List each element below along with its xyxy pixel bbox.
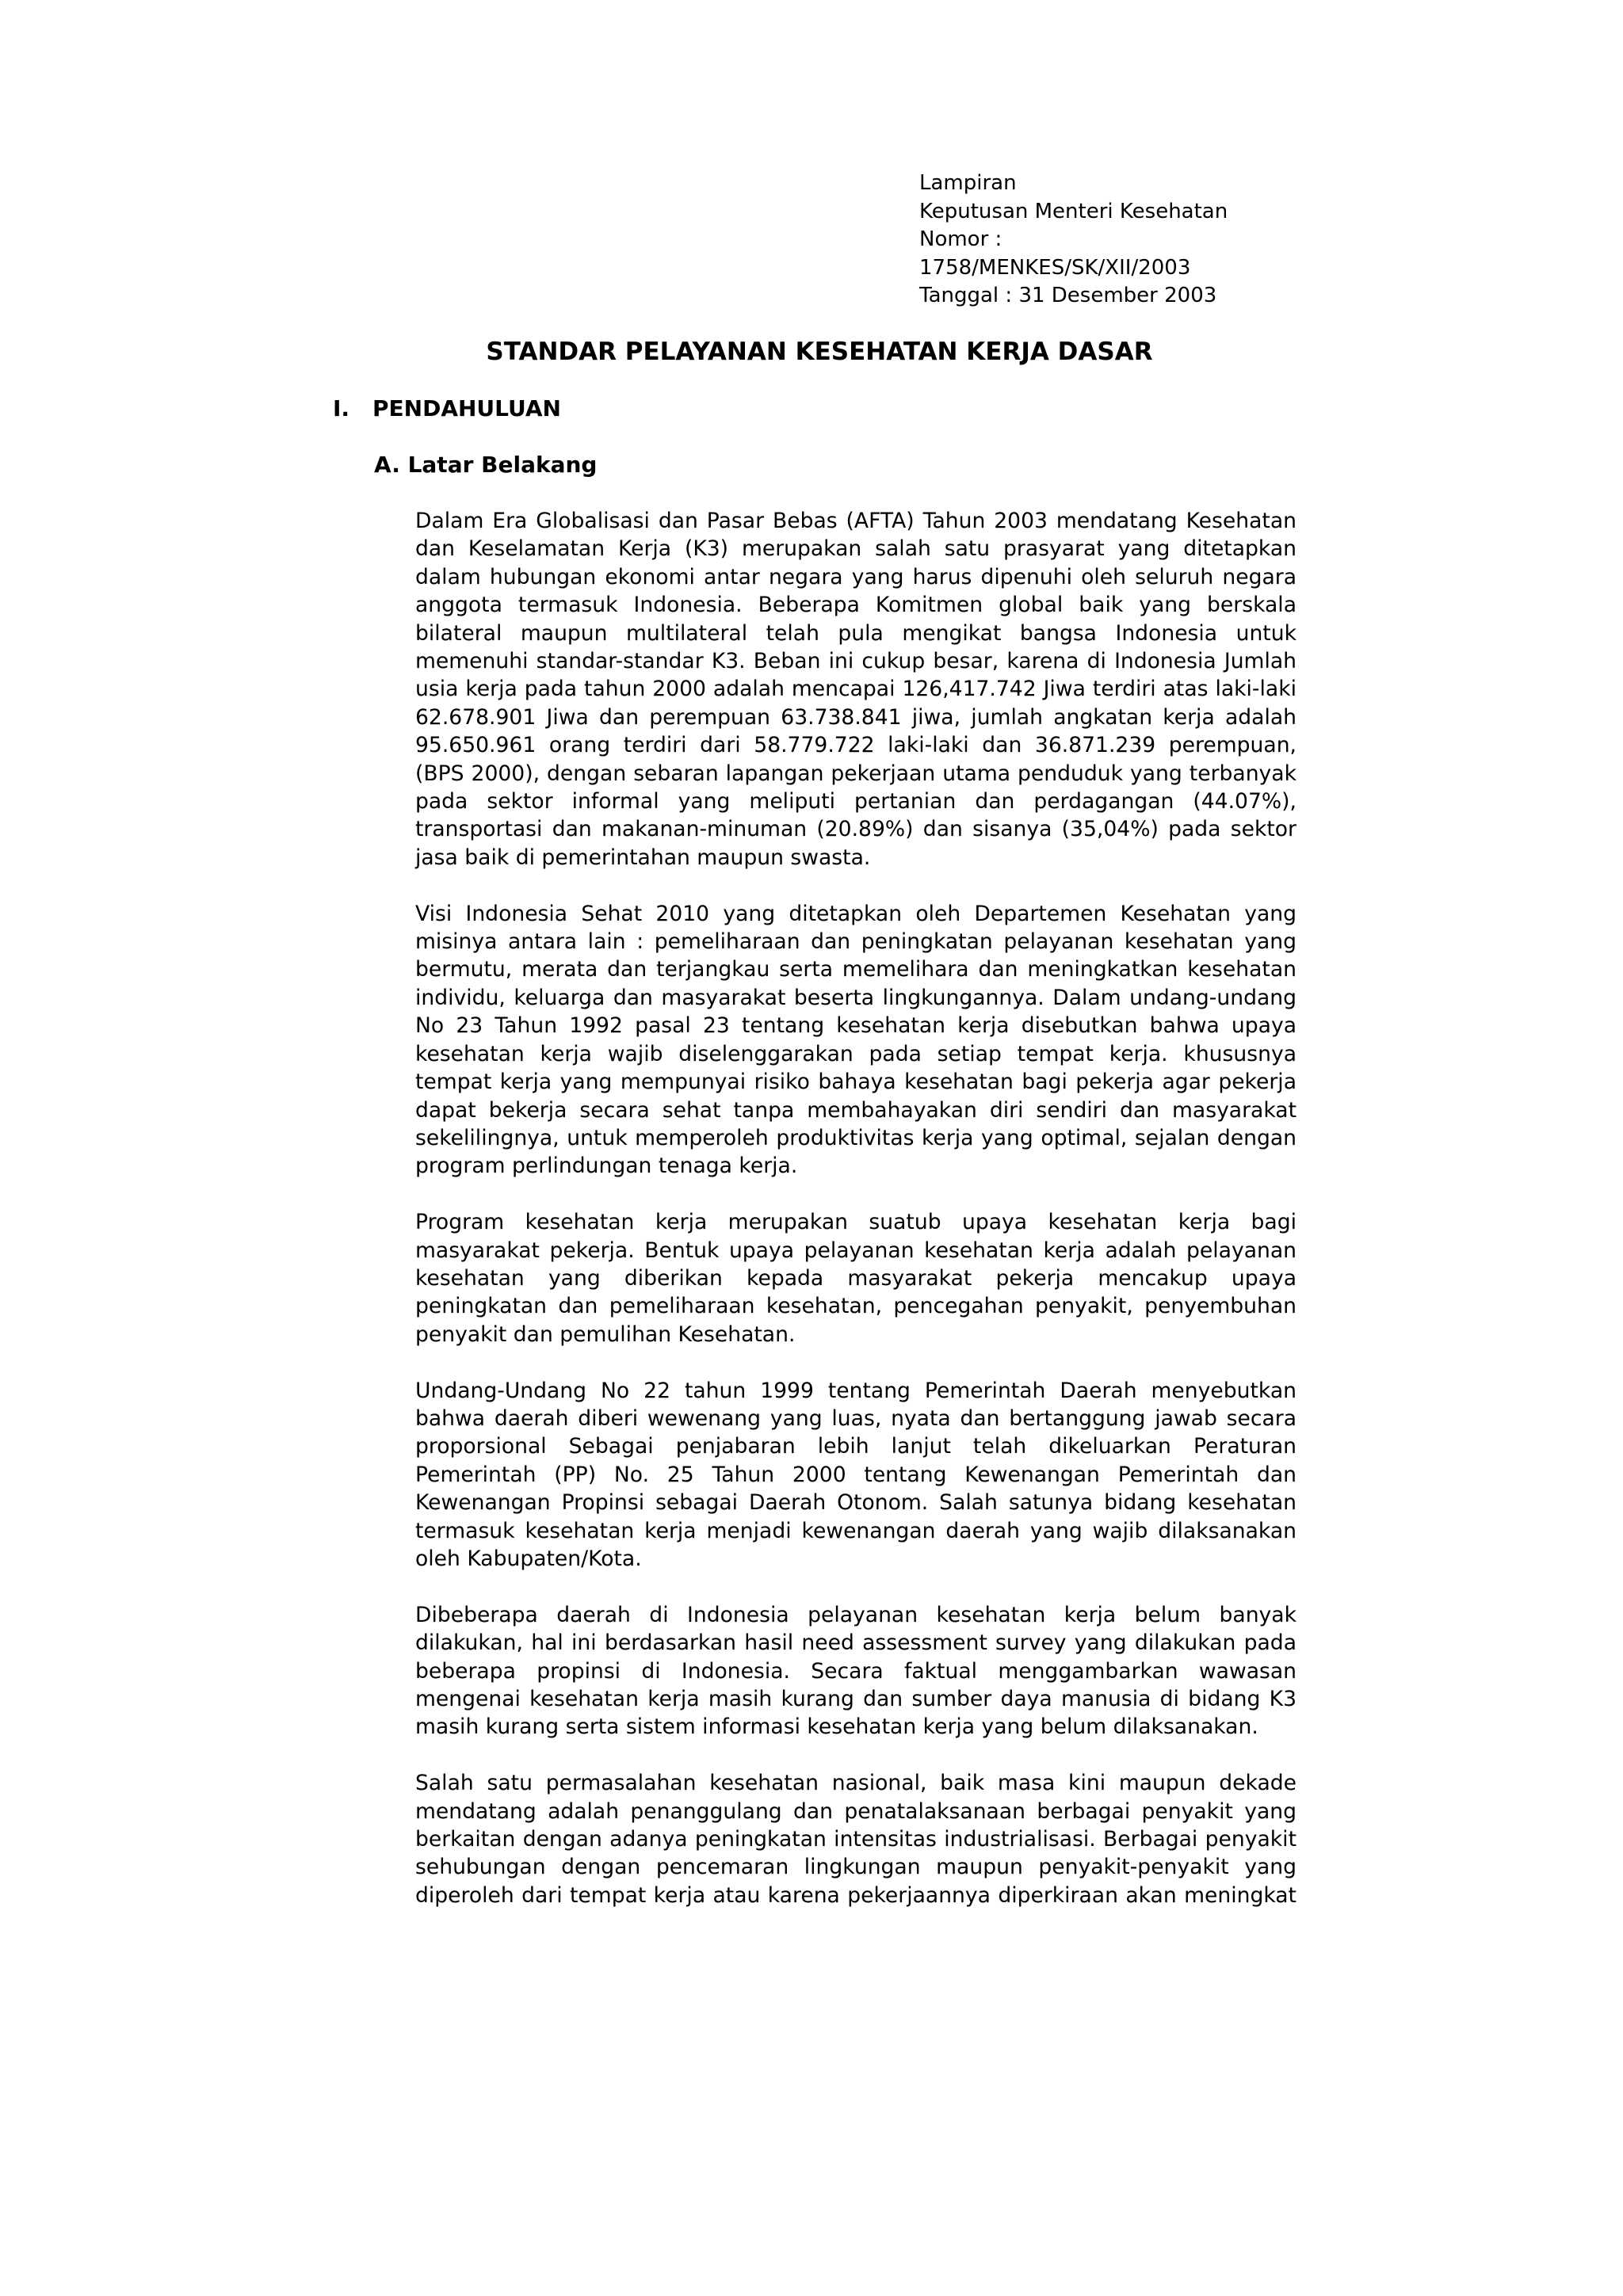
header-line-lampiran: Lampiran (919, 171, 1017, 195)
paragraph-1: Dalam Era Globalisasi dan Pasar Bebas (AFTA) Tahun 2003 mendatang Kesehatan dan Keselamatan Kerja (K3) merupakan salah satu prasyarat yang ditetapkan dalam hubungan ekonomi antar negara yang harus dipenuhi oleh seluruh negara anggota termasuk Indonesia. Beberapa Komitmen global baik yang berskala bilateral maupun multilateral telah pula mengikat bangsa Indonesia untuk memenuhi standar-standar K3. Beban ini cukup besar, karena di Indonesia Jumlah usia kerja pada tahun 2000 adalah mencapai 126,417.742 Jiwa terdiri atas laki-laki 62.678.901 Jiwa dan perempuan 63.738.841 jiwa, jumlah angkatan kerja adalah 95.650.961 orang terdiri dari 58.779.722 laki-laki dan 36.871.239 perempuan, (BPS 2000), dengan sebaran lapangan pekerjaan utama penduduk yang terbanyak pada sektor informal yang meliputi pertanian dan perdagangan (44.07%), transportasi dan makanan-minuman (20.89%) dan sisanya (35,04%) pada sektor jasa baik di pemerintahan maupun swasta. (415, 509, 1296, 870)
document-title: STANDAR PELAYANAN KESEHATAN KERJA DASAR (486, 338, 1153, 366)
header-line-date: Tanggal : 31 Desember 2003 (919, 284, 1217, 307)
section-title: PENDAHULUAN (372, 395, 561, 421)
paragraph-6: Salah satu permasalahan kesehatan nasional, baik masa kini maupun dekade mendatang adalah penanggulang dan penatalaksanaan berbagai penyakit yang berkaitan dengan adanya peningkatan intensitas industrialisasi. Berbagai penyakit sehubungan dengan pencemaran lingkungan maupun penyakit-penyakit yang diperoleh dari tempat kerja atau karena pekerjaannya diperkiraan akan meningkat (415, 1771, 1296, 1908)
paragraph-4: Undang-Undang No 22 tahun 1999 tentang Pemerintah Daerah menyebutkan bahwa daerah diberi wewenang yang luas, nyata dan bertanggung jawab secara proporsional Sebagai penjabaran lebih lanjut telah dikeluarkan Peraturan Pemerintah (PP) No. 25 Tahun 2000 tentang Kewenangan Pemerintah dan Kewenangan Propinsi sebagai Daerah Otonom. Salah satunya bidang kesehatan termasuk kesehatan kerja menjadi kewenangan daerah yang wajib dilaksanakan oleh Kabupaten/Kota. (415, 1378, 1296, 1571)
paragraph-3: Program kesehatan kerja merupakan suatub upaya kesehatan kerja bagi masyarakat pekerja. Bentuk upaya pelayanan kesehatan kerja adalah pelayanan kesehatan yang diberikan kepada masyarakat pekerja mencakup upaya peningkatan dan pemeliharaan kesehatan, pencegahan penyakit, penyembuhan penyakit dan pemulihan Kesehatan. (415, 1210, 1296, 1347)
paragraph-5: Dibeberapa daerah di Indonesia pelayanan kesehatan kerja belum banyak dilakukan, hal ini berdasarkan hasil need assessment survey yang dilakukan pada beberapa propinsi di Indonesia. Secara faktual menggambarkan wawasan mengenai kesehatan kerja masih kurang dan sumber daya manusia di bidang K3 masih kurang serta sistem informasi kesehatan kerja yang belum dilaksanakan. (415, 1602, 1296, 1740)
attachment-header (919, 170, 1331, 311)
section-heading (333, 393, 561, 425)
header-line-decree: Keputusan Menteri Kesehatan (919, 199, 1228, 223)
body-text (415, 507, 1296, 1909)
header-line-number-label: Nomor : (919, 227, 1002, 251)
subsection-heading: A. Latar Belakang (374, 452, 598, 478)
section-number: I. (333, 395, 350, 421)
header-line-number-value: 1758/MENKES/SK/XII/2003 (919, 255, 1191, 280)
paragraph-2: Visi Indonesia Sehat 2010 yang ditetapkan oleh Departemen Kesehatan yang misinya antara lain : pemeliharaan dan peningkatan pelayanan kesehatan yang bermutu, merata dan terjangkau serta memelihara dan meningkatkan kesehatan individu, keluarga dan masyarakat beserta lingkungannya. Dalam undang-undang No 23 Tahun 1992 pasal 23 tentang kesehatan kerja disebutkan bahwa upaya kesehatan kerja wajib diselenggarakan pada setiap tempat kerja. khususnya tempat kerja yang mempunyai risiko bahaya kesehatan bagi pekerja agar pekerja dapat bekerja secara sehat tanpa membahayakan diri sendiri dan masyarakat sekelilingnya, untuk memperoleh produktivitas kerja yang optimal, sejalan dengan program perlindungan tenaga kerja. (415, 901, 1296, 1179)
